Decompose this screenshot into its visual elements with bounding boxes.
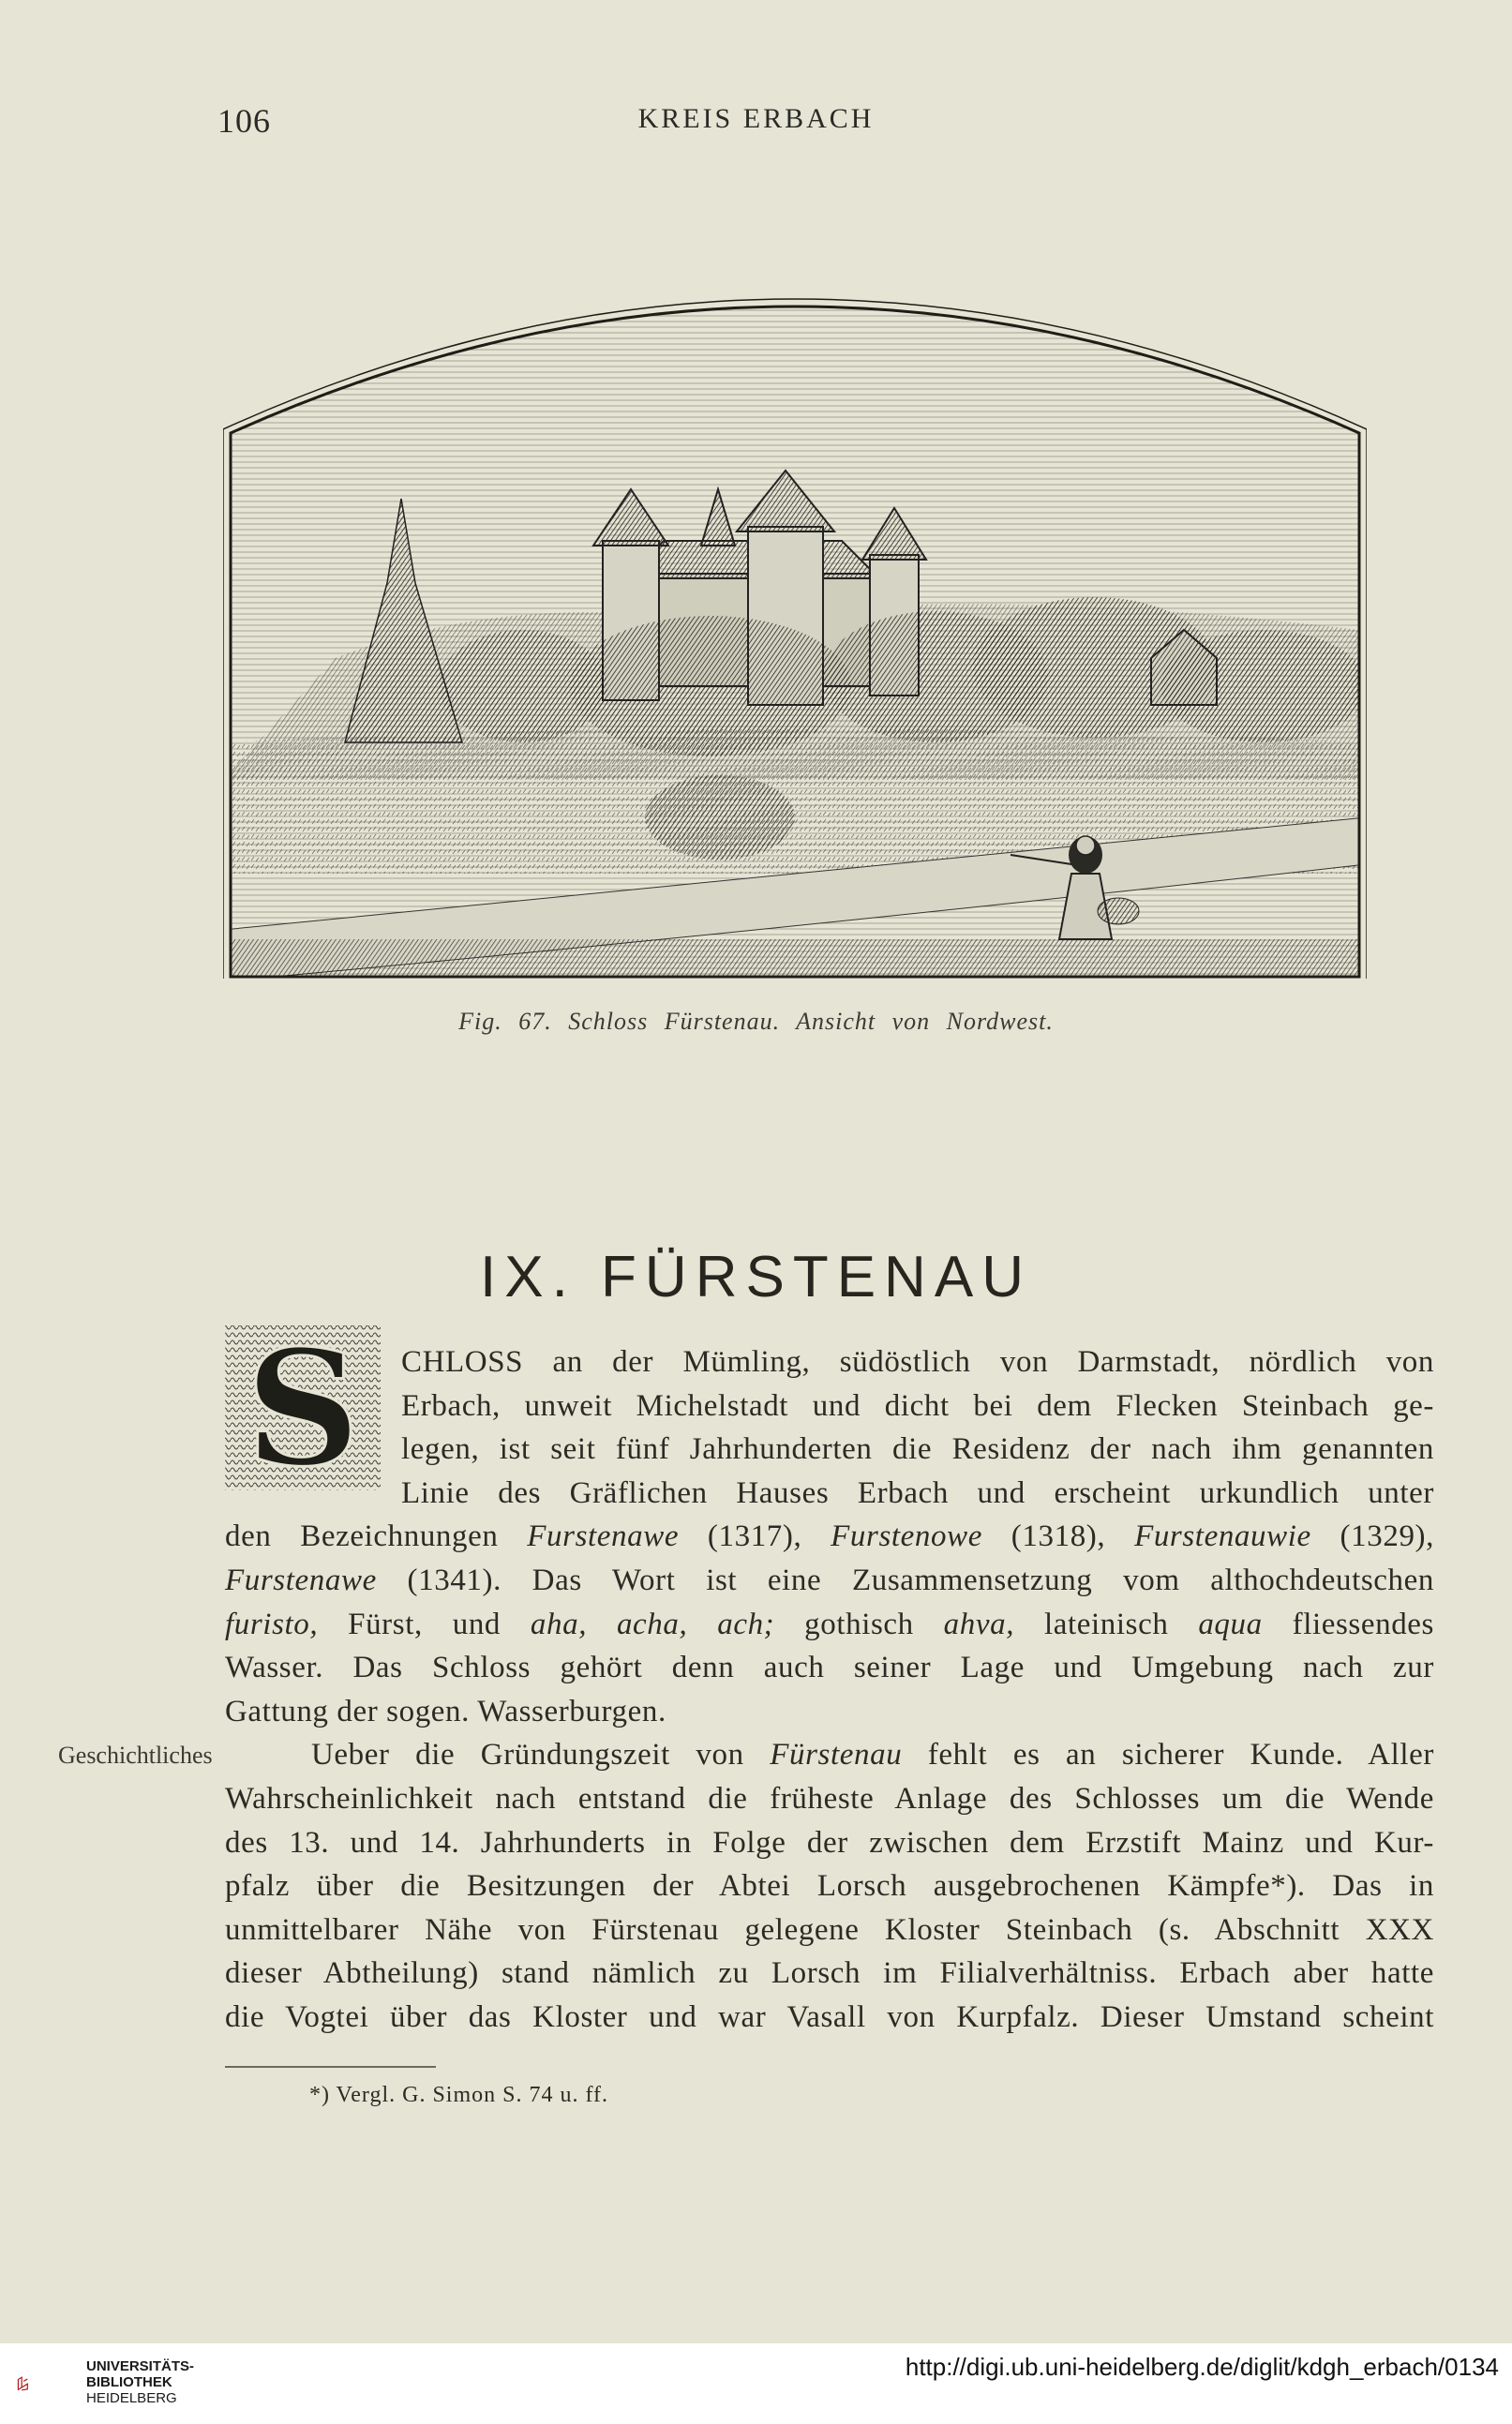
text-line: Gattung der sogen. Wasserburgen. [225,1694,666,1728]
text-line: dieser Abtheilung) stand nämlich zu Lorsch im Filialverhältniss. Erbach aber hatte [225,1956,1434,1991]
figure-caption: Fig. 67. Schloss Fürstenau. Ansicht von Nordwest. [458,1008,1054,1035]
running-title: KREIS ERBACH [637,103,875,134]
footnote: *) Vergl. G. Simon S. 74 u. ff. [309,2083,609,2107]
text-line: unmittelbarer Nähe von Fürstenau gelegene Kloster Steinbach (s. Abschnitt XXX [225,1912,1434,1947]
drop-cap-letter: S [245,1324,361,1492]
text-line: die Vogtei über das Kloster und war Vasall von Kurpfalz. Dieser Umstand scheint [225,1999,1434,2034]
page-number: 106 [217,102,271,140]
text-line: legen, ist seit fünf Jahrhunderten die Residenz der nach ihm genannten [401,1432,1434,1467]
text-line: Wahrscheinlichkeit nach entstand die früheste Anlage des Schlosses um die Wende [225,1781,1434,1816]
footnote-rule [225,2066,436,2068]
text-line: den Bezeichnungen Furstenawe (1317), Furstenowe (1318), Furstenauwie (1329), [225,1519,1434,1554]
footer-bar [0,2343,1512,2424]
chapter-title: IX. FÜRSTENAU [480,1244,1032,1309]
library-logo-icon[interactable] [17,2353,79,2415]
text-line: Ueber die Gründungszeit von Fürstenau fehlt es an sicherer Kunde. Aller [311,1738,1434,1773]
margin-note: Geschichtliches [58,1742,213,1769]
body-text [225,1340,1434,2040]
library-name: UNIVERSITÄTS- BIBLIOTHEK HEIDELBERG [86,2358,195,2406]
text-line: furisto, Fürst, und aha, acha, ach; gothisch ahva, lateinisch aqua fliessendes [225,1607,1434,1641]
text-line: CHLOSS an der Mümling, südöstlich von Darmstadt, nördlich von [401,1345,1434,1379]
text-line: Linie des Gräflichen Hauses Erbach und erscheint urkundlich unter [401,1475,1434,1510]
text-line: Wasser. Das Schloss gehört denn auch seiner Lage und Umgebung nach zur [225,1651,1434,1685]
text-line: des 13. und 14. Jahrhunderts in Folge der zwischen dem Erzstift Mainz und Kur- [225,1825,1434,1860]
text-line: Furstenawe (1341). Das Wort ist eine Zusammensetzung vom althochdeutschen [225,1563,1434,1597]
source-url-link[interactable]: http://digi.ub.uni-heidelberg.de/diglit/kdgh_erbach/0134 [905,2353,1499,2381]
text-line: Erbach, unweit Michelstadt und dicht bei dem Flecken Steinbach ge- [401,1388,1434,1423]
castle-engraving [223,217,1367,981]
text-line: pfalz über die Besitzungen der Abtei Lorsch ausgebrochenen Kämpfe*). Das in [225,1869,1434,1904]
